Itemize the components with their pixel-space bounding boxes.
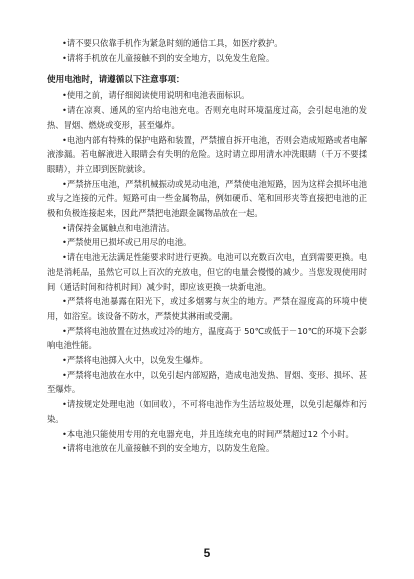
battery-bullet: •使用之前，请仔细阅读使用说明和电池表面标识。: [61, 90, 250, 101]
battery-bullet: •本电池只能使用专用的充电器充电，并且连续充电的时间严禁超过12 个小时。: [61, 428, 354, 439]
section-gap: [47, 65, 367, 73]
battery-bullet: •严禁将电池掷入火中，以免发生爆炸。: [61, 355, 208, 366]
intro-bullet: •请不要只依靠手机作为紧急时刻的通信工具，如医疗救护。: [61, 38, 283, 48]
battery-bullet: •严禁使用已损坏或已用尽的电池。: [61, 237, 192, 248]
intro-bullet: •请将手机放在儿童接触不到的安全地方，以免发生危险。: [61, 52, 275, 63]
battery-bullet: •请在电池无法满足性能要求时进行更换。电池可以充数百次电，直到需要更换。电池是消耗品，虽然它可以上百次的充放电，但它的电量会慢慢的减少。当您发现使用时间（通话时间和待机时间）减少时，即应该更换一块新电池。: [47, 252, 367, 292]
battery-bullet: •请将电池放在儿童接触不到的安全地方，以防发生危险。: [61, 443, 275, 454]
battery-bullet: •严禁将电池放置在过热或过冷的地方，温度高于 50℃或低于－10℃的环境下会影响电池性能。: [47, 325, 367, 351]
page-number: 5: [203, 546, 211, 560]
battery-bullet: •请在凉爽、通风的室内给电池充电。否则充电时环境温度过高，会引起电池的发热、冒烟、燃烧或变形，甚至爆炸。: [47, 105, 367, 130]
battery-bullet: •电池内部有特殊的保护电路和装置，严禁擅自拆开电池，否则会造成短路或者电解液渗漏。若电解液进入眼睛会有失明的危险。这时请立即用清水冲洗眼睛（千万不要揉眼睛），并立即到医院就诊。: [47, 134, 367, 174]
battery-bullet: •严禁将电池放在水中，以免引起内部短路，造成电池发热、冒烟、变形、损坏、甚至爆炸。: [47, 369, 367, 395]
battery-bullet: •严禁将电池暴露在阳光下，或过多烟雾与灰尘的地方。严禁在湿度高的环境中使用，如浴室。该设备不防水，严禁使其淋雨或受潮。: [47, 296, 367, 321]
section-heading: 使用电池时，请遵循以下注意事项：: [47, 75, 185, 86]
battery-bullet: •请按规定处理电池（如回收），不可将电池作为生活垃圾处理，以免引起爆炸和污染。: [47, 399, 367, 424]
battery-bullet: •请保持金属触点和电池清洁。: [61, 222, 175, 233]
battery-bullet: •严禁挤压电池，严禁机械振动或晃动电池，严禁使电池短路，因为这样会损坏电池或与之连接的元件。短路可由一些金属物品，例如硬币、笔和回形夹等直接把电池的正极和负极连接起来，因此严禁把电池跟金属物品放在一起。: [47, 178, 367, 219]
